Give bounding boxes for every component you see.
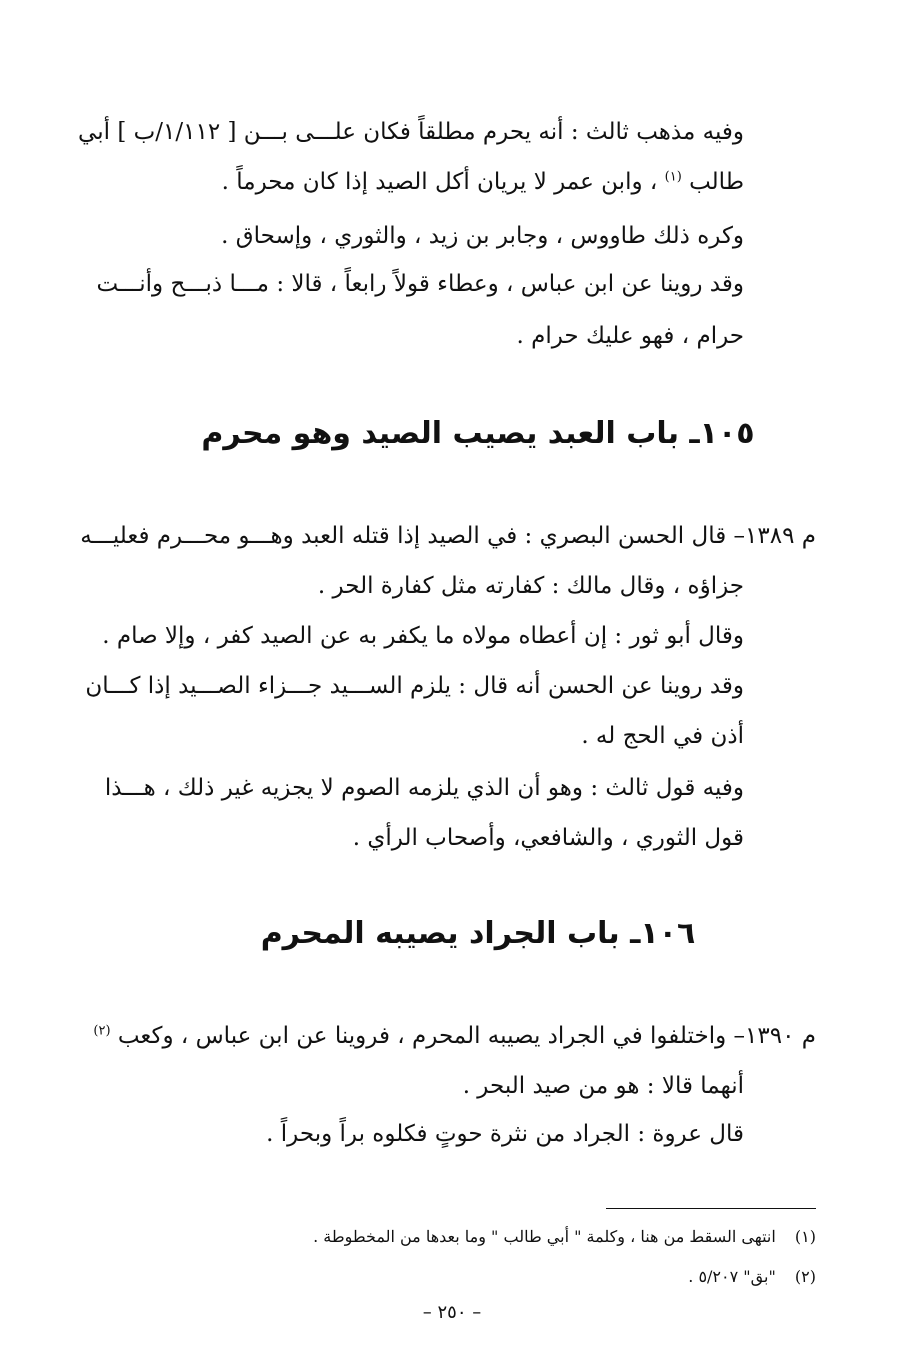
chapter-heading: ١٠٥ـ باب العبد يصيب الصيد وهو محرم (201, 416, 755, 451)
text-line: وفيه مذهب ثالث : أنه يحرم مطلقاً فكان علـــى بـــن [ ١/١١٢/ب ] أبي (78, 119, 744, 145)
text-line: أنهما قالا : هو من صيد البحر . (462, 1073, 744, 1099)
footnote-number: (٢) (794, 1267, 816, 1286)
text-fragment: واختلفوا في الجراد يصيبه المحرم ، فروينا عن ابن عباس ، وكعب (117, 1023, 727, 1049)
text-line: حرام ، فهو عليك حرام . (516, 323, 744, 349)
text-line: وقال أبو ثور : إن أعطاه مولاه ما يكفر به عن الصيد كفر ، وإلا صام . (102, 623, 744, 649)
text-line: قال عروة : الجراد من نثرة حوتٍ فكلوه براً وبحراً . (266, 1121, 744, 1147)
footnote-text: انتهى السقط من هنا ، وكلمة " أبي طالب " وما بعدها من المخطوطة . (313, 1227, 776, 1246)
text-fragment: قال الحسن البصري : في الصيد إذا قتله العبد وهـــو محـــرم فعليـــه (80, 523, 727, 549)
text-line: أذن في الحج له . (581, 723, 744, 749)
footnote-ref: (٢) (93, 1023, 111, 1039)
text-line: جزاؤه ، وقال مالك : كفارته مثل كفارة الحر . (317, 573, 744, 599)
item-number: م ١٣٨٩– (733, 523, 816, 549)
text-line: وكره ذلك طاووس ، وجابر بن زيد ، والثوري ، وإسحاق . (221, 223, 744, 249)
footnote (96, 1224, 816, 1250)
footnote-text: "بق" ٥/٢٠٧ . (688, 1267, 776, 1286)
text-line: وقد روينا عن ابن عباس ، وعطاء قولاً رابعاً ، قالا : مـــا ذبـــح وأنـــت (96, 271, 744, 297)
footnote-ref: (١) (664, 169, 682, 185)
text-line: وقد روينا عن الحسن أنه قال : يلزم الســـيد جـــزاء الصـــيد إذا كـــان (85, 673, 744, 699)
text-line (80, 516, 816, 556)
footnote-number: (١) (794, 1227, 816, 1246)
footnote-separator (606, 1208, 816, 1209)
chapter-heading: ١٠٦ـ باب الجراد يصيبه المحرم (260, 916, 696, 951)
page-number: – ٢٥٠ – (422, 1302, 482, 1323)
text-line (93, 1016, 816, 1056)
text-line (108, 162, 744, 202)
text-line: قول الثوري ، والشافعي، وأصحاب الرأي . (352, 825, 744, 851)
text-fragment: ، وابن عمر لا يريان أكل الصيد إذا كان محرماً . (221, 169, 658, 195)
item-number: م ١٣٩٠– (733, 1023, 816, 1049)
text-line: وفيه قول ثالث : وهو أن الذي يلزمه الصوم لا يجزيه غير ذلك ، هـــذا (104, 775, 744, 801)
footnote (96, 1264, 816, 1290)
text-fragment: طالب (689, 169, 744, 195)
